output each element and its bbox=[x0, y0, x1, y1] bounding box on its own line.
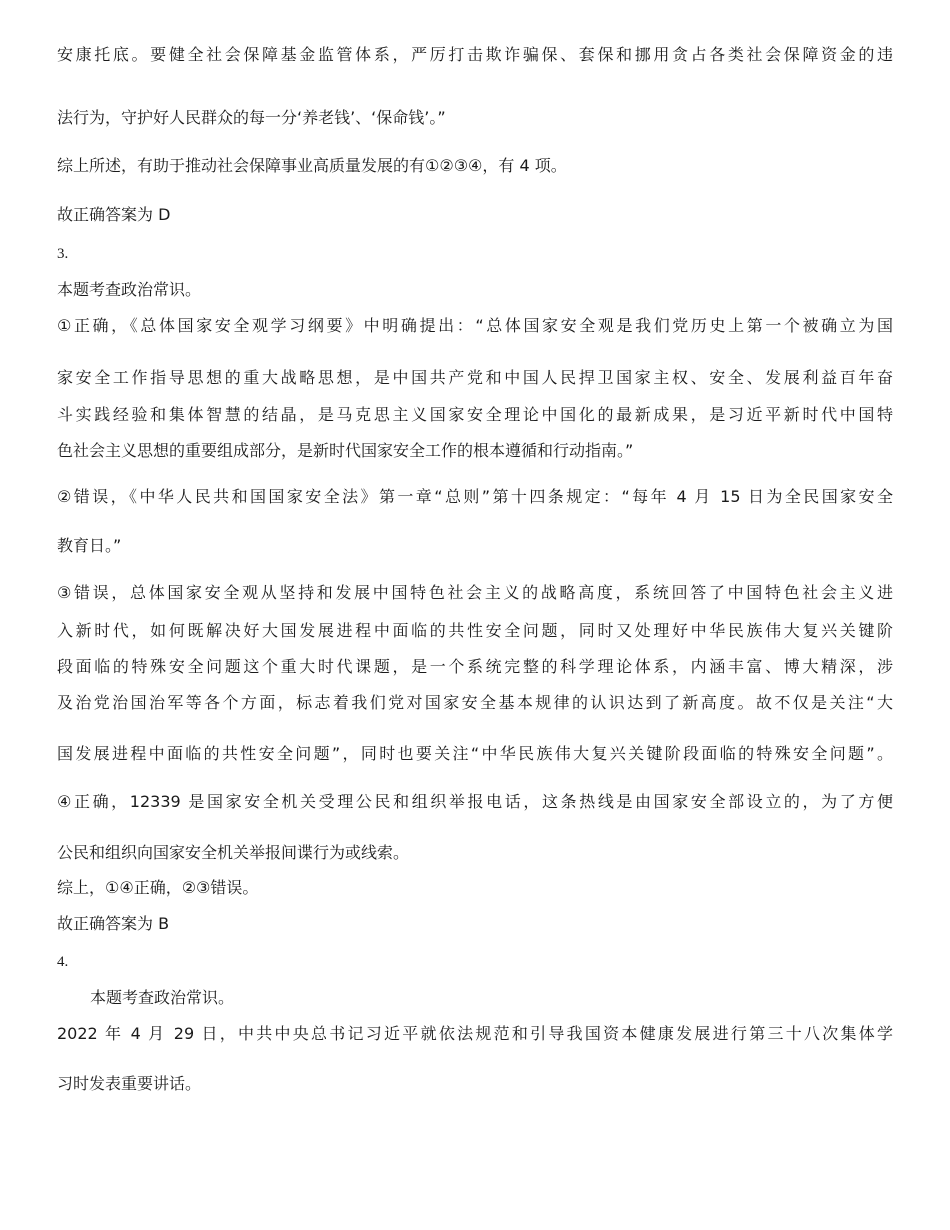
text-line: 本题考查政治常识。 bbox=[90, 988, 235, 1007]
text-line: ④正确，12339 是国家安全机关受理公民和组织举报电话，这条热线是由国家安全部设立的，为了方便 bbox=[57, 792, 893, 811]
text-line: 2022 年 4 月 29 日，中共中央总书记习近平就依法规范和引导我国资本健康发展进行第三十八次集体学 bbox=[57, 1024, 893, 1043]
text-line: 综上所述，有助于推动社会保障事业高质量发展的有①②③④，有 4 项。 bbox=[57, 156, 567, 175]
text-line: 安康托底。要健全社会保障基金监管体系，严厉打击欺诈骗保、套保和挪用贪占各类社会保障资金的违 bbox=[57, 45, 893, 64]
text-line: ②错误，《中华人民共和国国家安全法》第一章“总则”第十四条规定：“每年 4 月 15 日为全民国家安全 bbox=[57, 487, 893, 506]
text-line: ①正确，《总体国家安全观学习纲要》中明确提出：“总体国家安全观是我们党历史上第一个被确立为国 bbox=[57, 316, 893, 335]
text-line: 法行为，守护好人民群众的每一分‘养老钱’、‘保命钱’。” bbox=[57, 108, 446, 127]
text-line: 及治党治国治军等各个方面，标志着我们党对国家安全基本规律的认识达到了新高度。故不仅是关注“大 bbox=[57, 693, 893, 712]
text-line: 家安全工作指导思想的重大战略思想，是中国共产党和中国人民捍卫国家主权、安全、发展利益百年奋 bbox=[57, 368, 893, 387]
text-line: 入新时代，如何既解决好大国发展进程中面临的共性安全问题，同时又处理好中华民族伟大复兴关键阶 bbox=[57, 621, 893, 640]
question-number: 3. bbox=[57, 246, 69, 262]
answer-line: 故正确答案为 B bbox=[57, 914, 170, 933]
text-line: ③错误，总体国家安全观从坚持和发展中国特色社会主义的战略高度，系统回答了中国特色社会主义进 bbox=[57, 583, 893, 602]
text-line: 习时发表重要讲话。 bbox=[57, 1074, 202, 1093]
text-line: 色社会主义思想的重要组成部分，是新时代国家安全工作的根本遵循和行动指南。” bbox=[57, 441, 634, 460]
text-line: 教育日。” bbox=[57, 536, 122, 555]
text-line: 公民和组织向国家安全机关举报间谍行为或线索。 bbox=[57, 843, 410, 862]
text-line: 国发展进程中面临的共性安全问题”，同时也要关注“中华民族伟大复兴关键阶段面临的特殊安全问题”。 bbox=[57, 744, 893, 763]
text-line: 段面临的特殊安全问题这个重大时代课题，是一个系统完整的科学理论体系，内涵丰富、博大精深，涉 bbox=[57, 657, 893, 676]
answer-line: 故正确答案为 D bbox=[57, 205, 171, 224]
question-number: 4. bbox=[57, 954, 69, 970]
text-line: 斗实践经验和集体智慧的结晶，是马克思主义国家安全理论中国化的最新成果，是习近平新时代中国特 bbox=[57, 405, 893, 424]
text-line: 本题考查政治常识。 bbox=[57, 280, 202, 299]
text-line: 综上，①④正确，②③错误。 bbox=[57, 878, 259, 897]
